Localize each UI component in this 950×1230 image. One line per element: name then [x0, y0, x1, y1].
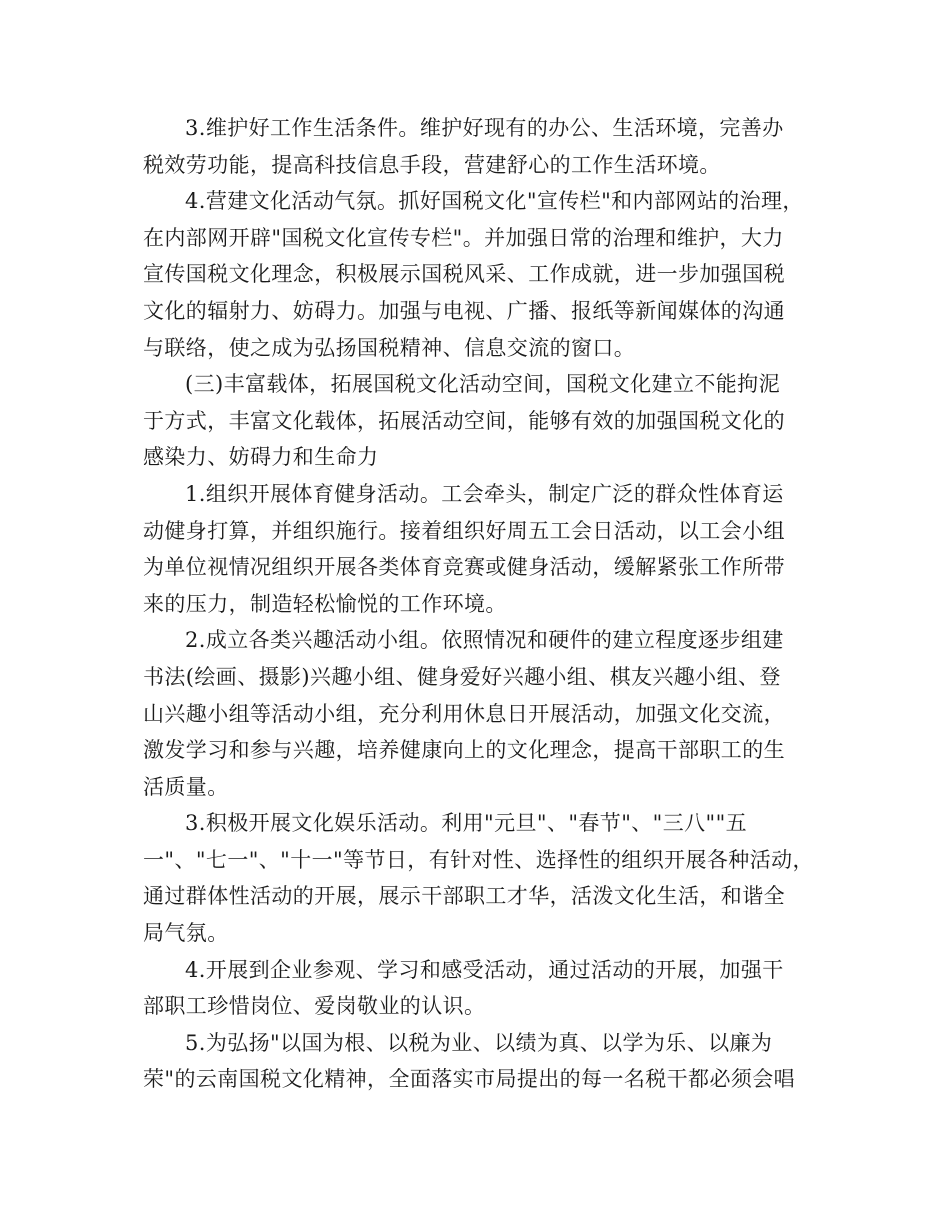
- paragraph-section-three: [143, 366, 815, 476]
- text-line: 在内部网开辟"国税文化宣传专栏"。并加强日常的治理和维护，大力: [143, 225, 784, 250]
- text-line: 税效劳功能，提高科技信息手段，营建舒心的工作生活环境。: [143, 152, 721, 177]
- text-line: 2.成立各类兴趣活动小组。依照情况和硬件的建立程度逐步组建: [185, 628, 784, 653]
- text-line: 宣传国税文化理念，积极展示国税风采、工作成就，进一步加强国税: [143, 262, 785, 287]
- paragraph-tax-culture-spirit: [143, 1025, 815, 1098]
- paragraph-cultural-atmosphere: [143, 183, 815, 366]
- document-body: [143, 110, 815, 1098]
- text-line: 动健身打算，并组织施行。接着组织好周五工会日活动，以工会小组: [143, 518, 785, 543]
- text-line: 来的压力，制造轻松愉悦的工作环境。: [143, 591, 507, 616]
- text-line: (三)丰富载体，拓展国税文化活动空间，国税文化建立不能拘泥: [185, 372, 780, 397]
- text-line: 1.组织开展体育健身活动。工会牵头，制定广泛的群众性体育运: [185, 481, 784, 506]
- text-line: 一"、"七一"、"十一"等节日，有针对性、选择性的组织开展各种活动，: [143, 847, 814, 872]
- text-line: 部职工珍惜岗位、爱岗敬业的认识。: [143, 994, 486, 1019]
- text-line: 文化的辐射力、妨碍力。加强与电视、广播、报纸等新闻媒体的沟通: [143, 298, 785, 323]
- text-line: 激发学习和参与兴趣，培养健康向上的文化理念，提高干部职工的生: [143, 738, 785, 763]
- text-line: 为单位视情况组织开展各类体育竞赛或健身活动，缓解紧张工作所带: [143, 555, 785, 580]
- text-line: 3.维护好工作生活条件。维护好现有的办公、生活环境，完善办: [185, 116, 784, 140]
- text-line: 书法(绘画、摄影)兴趣小组、健身爱好兴趣小组、棋友兴趣小组、登: [143, 664, 781, 689]
- text-line: 与联络，使之成为弘扬国税精神、信息交流的窗口。: [143, 335, 636, 360]
- text-line: 于方式，丰富文化载体，拓展活动空间，能够有效的加强国税文化的: [143, 408, 785, 433]
- paragraph-interest-groups: [143, 622, 815, 805]
- text-line: 山兴趣小组等活动小组，充分利用休息日开展活动，加强文化交流，: [143, 701, 785, 726]
- text-line: 活质量。: [143, 774, 229, 799]
- paragraph-entertainment: [143, 805, 815, 951]
- paragraph-work-conditions: [143, 110, 815, 183]
- text-line: 荣"的云南国税文化精神，全面落实市局提出的每一名税干都必须会唱: [143, 1067, 796, 1092]
- paragraph-enterprise-visits: [143, 952, 815, 1025]
- text-line: 5.为弘扬"以国为根、以税为业、以绩为真、以学为乐、以廉为: [185, 1030, 773, 1055]
- paragraph-sports-activities: [143, 476, 815, 622]
- text-line: 4.开展到企业参观、学习和感受活动，通过活动的开展，加强干: [185, 957, 784, 982]
- text-line: 3.积极开展文化娱乐活动。利用"元旦"、"春节"、"三八""五: [185, 811, 748, 836]
- text-line: 通过群体性活动的开展，展示干部职工才华，活泼文化生活，和谐全: [143, 884, 785, 909]
- text-line: 感染力、妨碍力和生命力: [143, 445, 379, 470]
- text-line: 4.营建文化活动气氛。抓好国税文化"宣传栏"和内部网站的治理，: [185, 189, 804, 214]
- text-line: 局气氛。: [143, 921, 229, 946]
